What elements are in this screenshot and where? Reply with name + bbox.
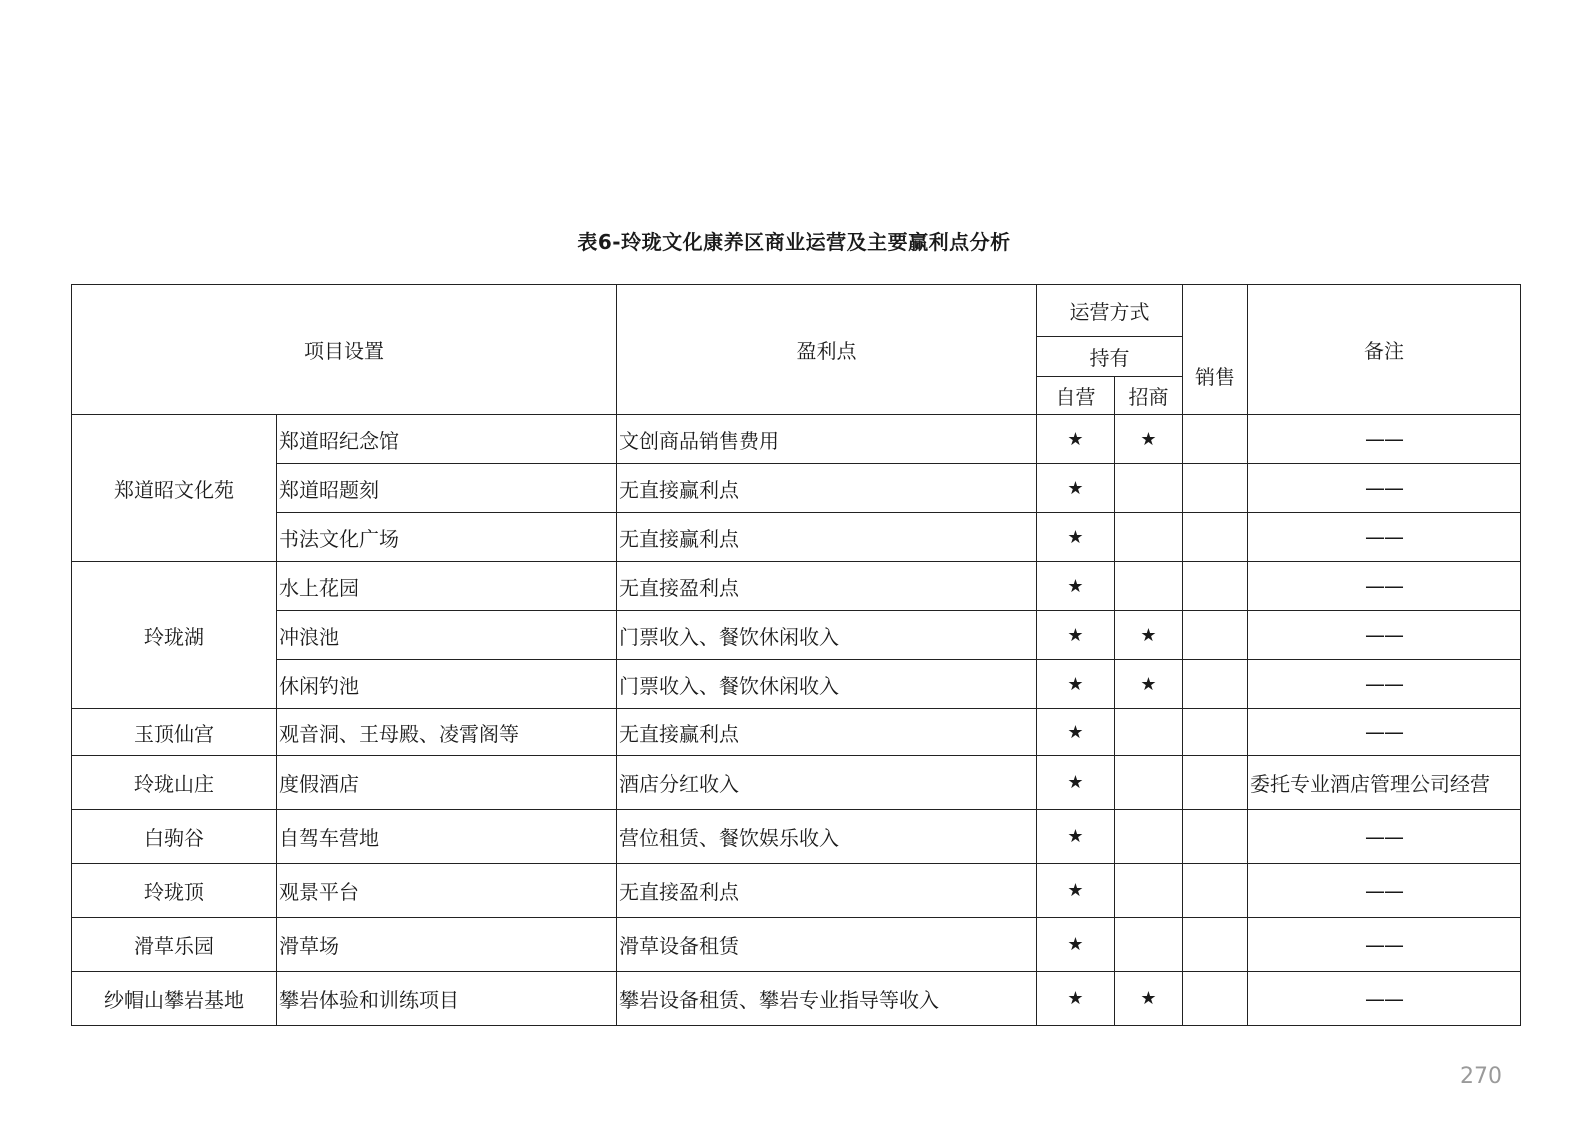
header-note: 备注 <box>1248 285 1521 415</box>
sale-cell <box>1183 756 1248 810</box>
profit-cell: 无直接赢利点 <box>617 464 1037 513</box>
invest-cell <box>1115 918 1183 972</box>
invest-cell <box>1115 562 1183 611</box>
group-cell: 滑草乐园 <box>72 918 277 972</box>
header-operation: 运营方式 <box>1037 285 1183 337</box>
group-cell: 玉顶仙宫 <box>72 709 277 756</box>
sale-cell <box>1183 709 1248 756</box>
self-star: ★ <box>1037 756 1115 810</box>
item-cell: 书法文化广场 <box>277 513 617 562</box>
item-cell: 郑道昭题刻 <box>277 464 617 513</box>
table-row <box>72 415 1521 464</box>
profit-cell: 无直接赢利点 <box>617 513 1037 562</box>
self-star: ★ <box>1037 972 1115 1026</box>
note-cell: —— <box>1248 660 1521 709</box>
table-row <box>72 562 1521 611</box>
table-row <box>72 660 1521 709</box>
sale-cell <box>1183 562 1248 611</box>
invest-cell <box>1115 864 1183 918</box>
group-cell: 玲珑顶 <box>72 864 277 918</box>
group-cell: 玲珑湖 <box>72 562 277 709</box>
profit-cell: 门票收入、餐饮休闲收入 <box>617 660 1037 709</box>
invest-star: ★ <box>1115 660 1183 709</box>
invest-cell <box>1115 756 1183 810</box>
header-profit: 盈利点 <box>617 285 1037 415</box>
item-cell: 休闲钓池 <box>277 660 617 709</box>
invest-star: ★ <box>1115 415 1183 464</box>
profit-cell: 门票收入、餐饮休闲收入 <box>617 611 1037 660</box>
self-star: ★ <box>1037 660 1115 709</box>
self-star: ★ <box>1037 864 1115 918</box>
note-cell: —— <box>1248 918 1521 972</box>
invest-cell <box>1115 513 1183 562</box>
profit-cell: 无直接盈利点 <box>617 562 1037 611</box>
table-row <box>72 864 1521 918</box>
header-sale-top <box>1183 285 1248 337</box>
header-project: 项目设置 <box>72 285 617 415</box>
self-star: ★ <box>1037 611 1115 660</box>
item-cell: 滑草场 <box>277 918 617 972</box>
group-cell: 郑道昭文化苑 <box>72 415 277 562</box>
profit-cell: 营位租赁、餐饮娱乐收入 <box>617 810 1037 864</box>
sale-cell <box>1183 918 1248 972</box>
header-self: 自营 <box>1037 377 1115 415</box>
sale-cell <box>1183 660 1248 709</box>
sale-cell <box>1183 611 1248 660</box>
profit-cell: 无直接盈利点 <box>617 864 1037 918</box>
profit-cell: 滑草设备租赁 <box>617 918 1037 972</box>
invest-cell <box>1115 810 1183 864</box>
page-number: 270 <box>1460 1064 1502 1089</box>
self-star: ★ <box>1037 464 1115 513</box>
note-cell: —— <box>1248 864 1521 918</box>
table-row <box>72 810 1521 864</box>
note-cell: —— <box>1248 709 1521 756</box>
item-cell: 攀岩体验和训练项目 <box>277 972 617 1026</box>
self-star: ★ <box>1037 415 1115 464</box>
sale-cell <box>1183 864 1248 918</box>
table-title: 表6-玲珑文化康养区商业运营及主要赢利点分析 <box>577 230 1011 254</box>
table-row <box>72 918 1521 972</box>
invest-cell <box>1115 464 1183 513</box>
group-cell: 玲珑山庄 <box>72 756 277 810</box>
table-row <box>72 513 1521 562</box>
table-row <box>72 756 1521 810</box>
note-cell: —— <box>1248 415 1521 464</box>
item-cell: 观音洞、王母殿、凌霄阁等 <box>277 709 617 756</box>
note-cell: 委托专业酒店管理公司经营 <box>1248 756 1521 810</box>
item-cell: 水上花园 <box>277 562 617 611</box>
sale-cell <box>1183 972 1248 1026</box>
table-row <box>72 611 1521 660</box>
profit-cell: 酒店分红收入 <box>617 756 1037 810</box>
sale-cell <box>1183 415 1248 464</box>
invest-star: ★ <box>1115 972 1183 1026</box>
header-invest: 招商 <box>1115 377 1183 415</box>
table-row <box>72 709 1521 756</box>
item-cell: 度假酒店 <box>277 756 617 810</box>
item-cell: 郑道昭纪念馆 <box>277 415 617 464</box>
profit-cell: 无直接赢利点 <box>617 709 1037 756</box>
item-cell: 观景平台 <box>277 864 617 918</box>
sale-cell <box>1183 464 1248 513</box>
header-sale: 销售 <box>1183 337 1248 415</box>
profit-cell: 攀岩设备租赁、攀岩专业指导等收入 <box>617 972 1037 1026</box>
self-star: ★ <box>1037 709 1115 756</box>
note-cell: —— <box>1248 513 1521 562</box>
profit-cell: 文创商品销售费用 <box>617 415 1037 464</box>
item-cell: 自驾车营地 <box>277 810 617 864</box>
note-cell: —— <box>1248 611 1521 660</box>
note-cell: —— <box>1248 464 1521 513</box>
table-row <box>72 464 1521 513</box>
self-star: ★ <box>1037 918 1115 972</box>
group-cell: 白驹谷 <box>72 810 277 864</box>
self-star: ★ <box>1037 513 1115 562</box>
sale-cell <box>1183 513 1248 562</box>
operation-analysis-table <box>71 284 1521 1026</box>
group-cell: 纱帽山攀岩基地 <box>72 972 277 1026</box>
header-hold: 持有 <box>1037 337 1183 377</box>
note-cell: —— <box>1248 810 1521 864</box>
self-star: ★ <box>1037 810 1115 864</box>
table-row <box>72 972 1521 1026</box>
note-cell: —— <box>1248 972 1521 1026</box>
invest-star: ★ <box>1115 611 1183 660</box>
item-cell: 冲浪池 <box>277 611 617 660</box>
note-cell: —— <box>1248 562 1521 611</box>
sale-cell <box>1183 810 1248 864</box>
self-star: ★ <box>1037 562 1115 611</box>
invest-cell <box>1115 709 1183 756</box>
